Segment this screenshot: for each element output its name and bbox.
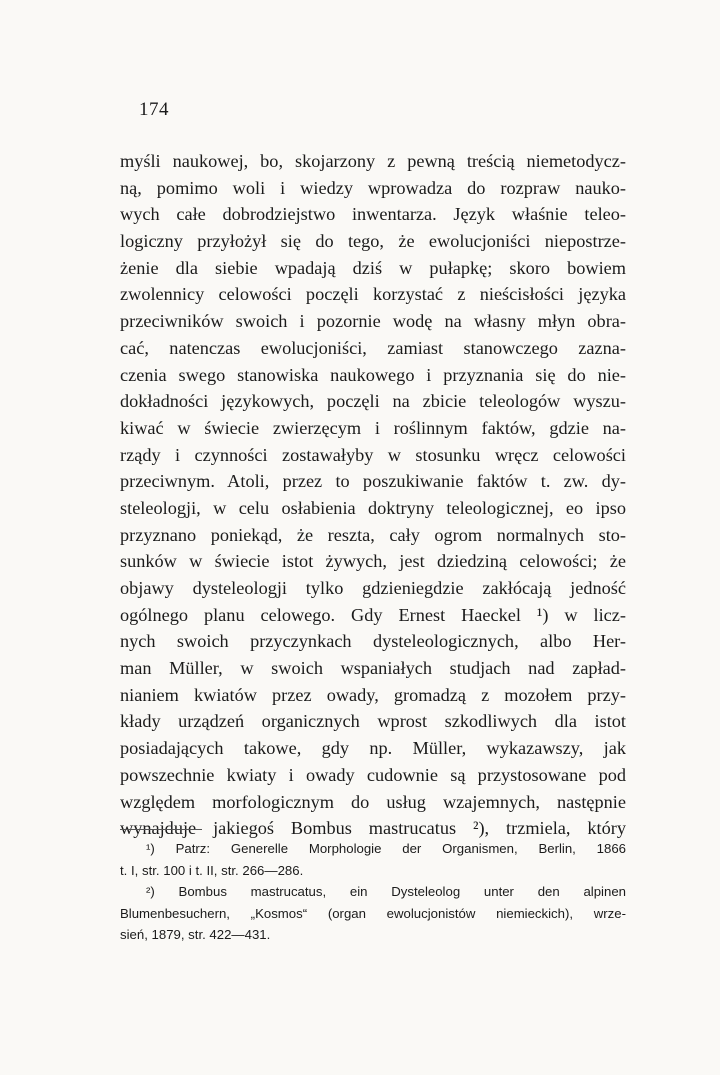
text-line: objawy dysteleologji tylko gdzieniegdzie zakłócają jedność: [120, 578, 626, 598]
footnote-line: ²) Bombus mastrucatus, ein Dysteleolog unter den alpinen: [146, 884, 626, 900]
text-line: myśli naukowej, bo, skojarzony z pewną treścią niemetodycz-: [120, 151, 626, 171]
text-line: dokładności językowych, poczęli na zbicie teleologów wyszu-: [120, 391, 626, 412]
text-line: logiczny przyłożył się do tego, że ewolucjoniści niepostrze-: [120, 231, 626, 252]
text-line: sunków w świecie istot żywych, jest dziedziną celowości; że: [120, 551, 626, 572]
footnote-line: ¹) Patrz: Generelle Morphologie der Organismen, Berlin, 1866: [146, 841, 626, 856]
text-line: powszechnie kwiaty i owady cudownie są przystosowane pod: [120, 764, 626, 785]
body-text: [120, 148, 626, 842]
text-line: wynajduje jakiegoś Bombus mastrucatus ²), trzmiela, który: [120, 818, 626, 839]
text-line: kiwać w świecie zwierzęcym i roślinnym faktów, gdzie na-: [120, 417, 626, 438]
text-line: steleologji, w celu osłabienia doktryny teleologicznej, eo ipso: [120, 497, 626, 518]
text-line: żenie dla siebie wpadają dziś w pułapkę; skoro bowiem: [120, 257, 626, 278]
text-line: cać, natenczas ewolucjoniści, zamiast stanowczego zazna-: [120, 337, 626, 358]
text-line: zwolennicy celowości poczęli korzystać z nieścisłości języka: [120, 284, 626, 305]
text-line: rządy i czynności zostawałyby w stosunku wręcz celowości: [120, 444, 626, 465]
text-line: względem morfologicznym do usług wzajemnych, następnie: [120, 791, 626, 812]
text-line: przyznano poniekąd, że reszta, cały ogrom normalnych sto-: [120, 524, 626, 545]
page-number: 174: [139, 99, 169, 120]
text-line: posiadających takowe, gdy np. Müller, wykazawszy, jak: [120, 738, 626, 759]
text-line: nych swoich przyczynkach dysteleologicznych, albo Her-: [120, 631, 626, 652]
text-line: man Müller, w swoich wspaniałych studjach nad zapład-: [120, 658, 626, 679]
text-line: czenia swego stanowiska naukowego i przyznania się do nie-: [120, 364, 626, 385]
text-line: nianiem kwiatów przez owady, gromadzą z mozołem przy-: [120, 684, 626, 705]
text-line: kłady urządzeń organicznych wprost szkodliwych dla istot: [120, 711, 626, 732]
footnote-separator: [120, 829, 202, 830]
text-line: przeciwnym. Atoli, przez to poszukiwanie faktów t. zw. dy-: [120, 471, 626, 492]
footnotes: [120, 838, 626, 946]
text-line: przeciwników swoich i pozornie wodę na własny młyn obra-: [120, 311, 626, 332]
footnote-line: sień, 1879, str. 422—431.: [120, 927, 271, 943]
text-line: ogólnego planu celowego. Gdy Ernest Haeckel ¹) w licz-: [120, 604, 626, 625]
text-line: wych całe dobrodziejstwo inwentarza. Język właśnie teleo-: [120, 204, 626, 225]
footnote-line: Blumenbesuchern, „Kosmos“ (organ ewolucjonistów niemieckich), wrze-: [120, 905, 626, 921]
footnote-line: t. I, str. 100 i t. II, str. 266—286.: [120, 862, 304, 878]
text-line: ną, pomimo woli i wiedzy wprowadza do rozpraw nauko-: [120, 177, 626, 198]
